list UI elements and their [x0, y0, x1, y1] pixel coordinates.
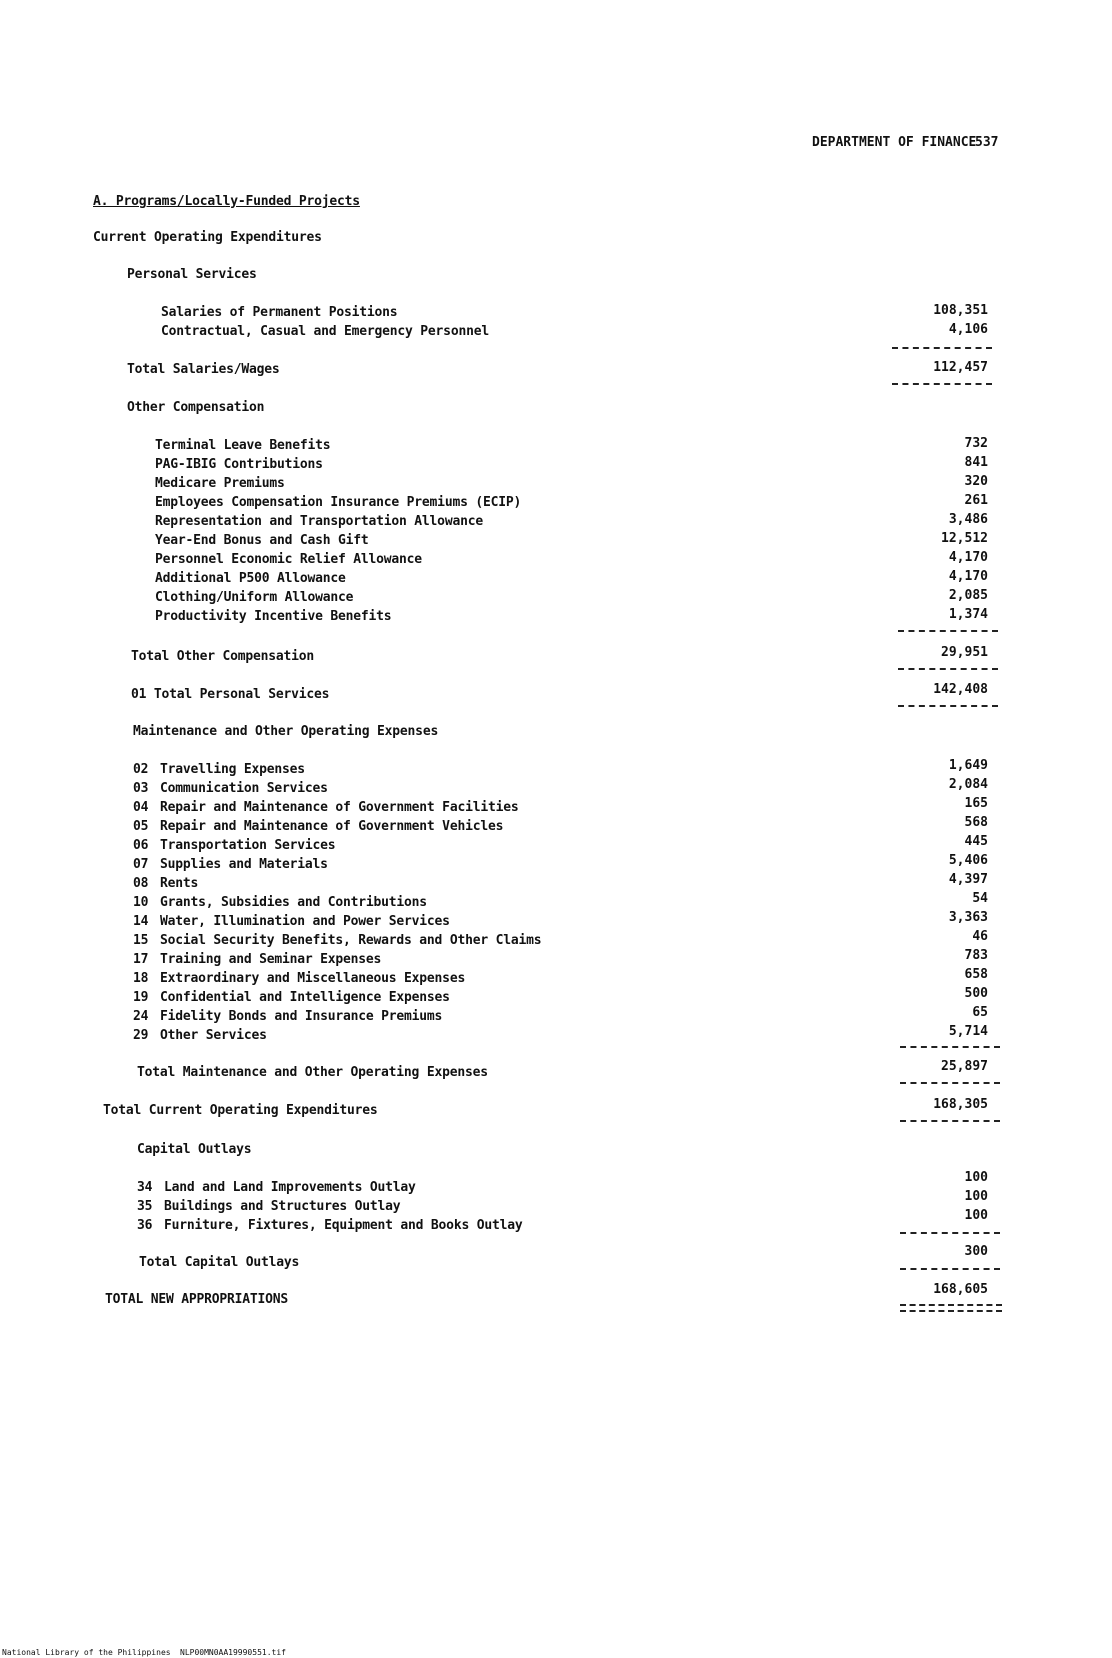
mooe-item-label: Repair and Maintenance of Government Vehicles	[160, 819, 504, 834]
mooe-code: 06	[133, 838, 149, 853]
mooe-item-value: 3,363	[948, 910, 988, 925]
oc-item-label: Productivity Incentive Benefits	[155, 609, 392, 624]
total-salaries-value: 112,457	[933, 360, 988, 375]
total-other-compensation-label: Total Other Compensation	[131, 649, 315, 664]
subtotal-rule	[892, 347, 992, 349]
mooe-item-label: Fidelity Bonds and Insurance Premiums	[160, 1009, 443, 1024]
mooe-code: 10	[133, 895, 149, 910]
total-personal-services-value: 142,408	[933, 682, 988, 697]
mooe-code: 08	[133, 876, 149, 891]
section-title: A. Programs/Locally-Funded Projects	[93, 194, 360, 209]
mooe-code: 17	[133, 952, 149, 967]
co-item-label: Land and Land Improvements Outlay	[164, 1180, 416, 1195]
subtotal-rule	[900, 1046, 1000, 1048]
mooe-item-value: 4,397	[948, 872, 988, 887]
ps-item-label: Contractual, Casual and Emergency Personnel	[161, 324, 489, 339]
total-other-compensation-value: 29,951	[941, 645, 988, 660]
total-personal-services-label: 01 Total Personal Services	[131, 687, 330, 702]
co-code: 34	[137, 1180, 153, 1195]
total-salaries-label: Total Salaries/Wages	[127, 362, 280, 377]
subtotal-rule	[900, 1232, 1000, 1234]
mooe-code: 05	[133, 819, 149, 834]
mooe-item-value: 165	[964, 796, 988, 811]
total-capital-outlays-label: Total Capital Outlays	[139, 1255, 300, 1270]
footer-library: National Library of the Philippines	[2, 1648, 171, 1657]
total-current-label: Total Current Operating Expenditures	[103, 1103, 378, 1118]
oc-item-label: Additional P500 Allowance	[155, 571, 346, 586]
co-item-value: 100	[964, 1208, 988, 1223]
oc-item-value: 320	[964, 474, 988, 489]
page-number: 537	[975, 135, 999, 150]
co-code: 36	[137, 1218, 153, 1233]
oc-item-value: 12,512	[941, 531, 988, 546]
mooe-item-label: Social Security Benefits, Rewards and Other Claims	[160, 933, 542, 948]
mooe-item-value: 783	[964, 948, 988, 963]
mooe-item-label: Extraordinary and Miscellaneous Expenses	[160, 971, 466, 986]
mooe-code: 02	[133, 762, 149, 777]
mooe-code: 19	[133, 990, 149, 1005]
mooe-code: 15	[133, 933, 149, 948]
oc-item-value: 261	[964, 493, 988, 508]
oc-item-label: Medicare Premiums	[155, 476, 285, 491]
footer-file: NLP00MN0AA19990551.tif	[180, 1648, 286, 1657]
total-new-appropriations-label: TOTAL NEW APPROPRIATIONS	[105, 1292, 289, 1307]
oc-item-label: Employees Compensation Insurance Premiums (ECIP)	[155, 495, 522, 510]
total-current-value: 168,305	[933, 1097, 988, 1112]
total-capital-outlays-value: 300	[964, 1244, 988, 1259]
co-item-value: 100	[964, 1189, 988, 1204]
co-code: 35	[137, 1199, 153, 1214]
oc-item-label: Year-End Bonus and Cash Gift	[155, 533, 369, 548]
mooe-code: 29	[133, 1028, 149, 1043]
mooe-item-label: Repair and Maintenance of Government Facilities	[160, 800, 519, 815]
mooe-item-value: 1,649	[948, 758, 988, 773]
page-header-title: DEPARTMENT OF FINANCE	[812, 135, 977, 150]
oc-item-value: 4,170	[948, 569, 988, 584]
subtotal-rule	[900, 1082, 1000, 1084]
oc-item-label: Clothing/Uniform Allowance	[155, 590, 354, 605]
other-compensation-heading: Other Compensation	[127, 400, 265, 415]
subtotal-rule	[898, 630, 998, 632]
oc-item-value: 2,085	[948, 588, 988, 603]
oc-item-label: Terminal Leave Benefits	[155, 438, 331, 453]
total-new-appropriations-value: 168,605	[933, 1282, 988, 1297]
mooe-item-label: Grants, Subsidies and Contributions	[160, 895, 427, 910]
subtotal-rule	[898, 668, 998, 670]
grand-total-double-rule	[900, 1304, 1002, 1312]
total-mooe-value: 25,897	[941, 1059, 988, 1074]
mooe-item-value: 65	[972, 1005, 988, 1020]
mooe-code: 18	[133, 971, 149, 986]
co-item-label: Buildings and Structures Outlay	[164, 1199, 401, 1214]
subtotal-rule	[892, 383, 992, 385]
ps-item-value: 4,106	[948, 322, 988, 337]
oc-item-label: PAG-IBIG Contributions	[155, 457, 323, 472]
oc-item-label: Personnel Economic Relief Allowance	[155, 552, 422, 567]
mooe-code: 14	[133, 914, 149, 929]
ps-item-label: Salaries of Permanent Positions	[161, 305, 398, 320]
mooe-code: 24	[133, 1009, 149, 1024]
mooe-heading: Maintenance and Other Operating Expenses	[133, 724, 439, 739]
mooe-item-value: 445	[964, 834, 988, 849]
current-operating-heading: Current Operating Expenditures	[93, 230, 322, 245]
mooe-code: 04	[133, 800, 149, 815]
total-mooe-label: Total Maintenance and Other Operating Expenses	[137, 1065, 488, 1080]
mooe-item-label: Travelling Expenses	[160, 762, 305, 777]
mooe-item-value: 5,406	[948, 853, 988, 868]
mooe-item-value: 54	[972, 891, 988, 906]
mooe-code: 03	[133, 781, 149, 796]
mooe-item-value: 658	[964, 967, 988, 982]
mooe-item-label: Training and Seminar Expenses	[160, 952, 382, 967]
personal-services-heading: Personal Services	[127, 267, 257, 282]
mooe-code: 07	[133, 857, 149, 872]
oc-item-value: 4,170	[948, 550, 988, 565]
co-item-value: 100	[964, 1170, 988, 1185]
capital-outlays-heading: Capital Outlays	[137, 1142, 252, 1157]
subtotal-rule	[900, 1120, 1000, 1122]
mooe-item-label: Water, Illumination and Power Services	[160, 914, 450, 929]
mooe-item-label: Other Services	[160, 1028, 267, 1043]
subtotal-rule	[898, 705, 998, 707]
co-item-label: Furniture, Fixtures, Equipment and Books Outlay	[164, 1218, 523, 1233]
ps-item-value: 108,351	[933, 303, 988, 318]
oc-item-label: Representation and Transportation Allowance	[155, 514, 483, 529]
oc-item-value: 732	[964, 436, 988, 451]
subtotal-rule	[900, 1268, 1000, 1270]
mooe-item-label: Rents	[160, 876, 199, 891]
mooe-item-label: Communication Services	[160, 781, 328, 796]
mooe-item-value: 2,084	[948, 777, 988, 792]
mooe-item-value: 568	[964, 815, 988, 830]
mooe-item-value: 5,714	[948, 1024, 988, 1039]
mooe-item-label: Transportation Services	[160, 838, 336, 853]
mooe-item-label: Confidential and Intelligence Expenses	[160, 990, 450, 1005]
oc-item-value: 3,486	[948, 512, 988, 527]
mooe-item-value: 46	[972, 929, 988, 944]
oc-item-value: 841	[964, 455, 988, 470]
mooe-item-label: Supplies and Materials	[160, 857, 328, 872]
mooe-item-value: 500	[964, 986, 988, 1001]
oc-item-value: 1,374	[948, 607, 988, 622]
